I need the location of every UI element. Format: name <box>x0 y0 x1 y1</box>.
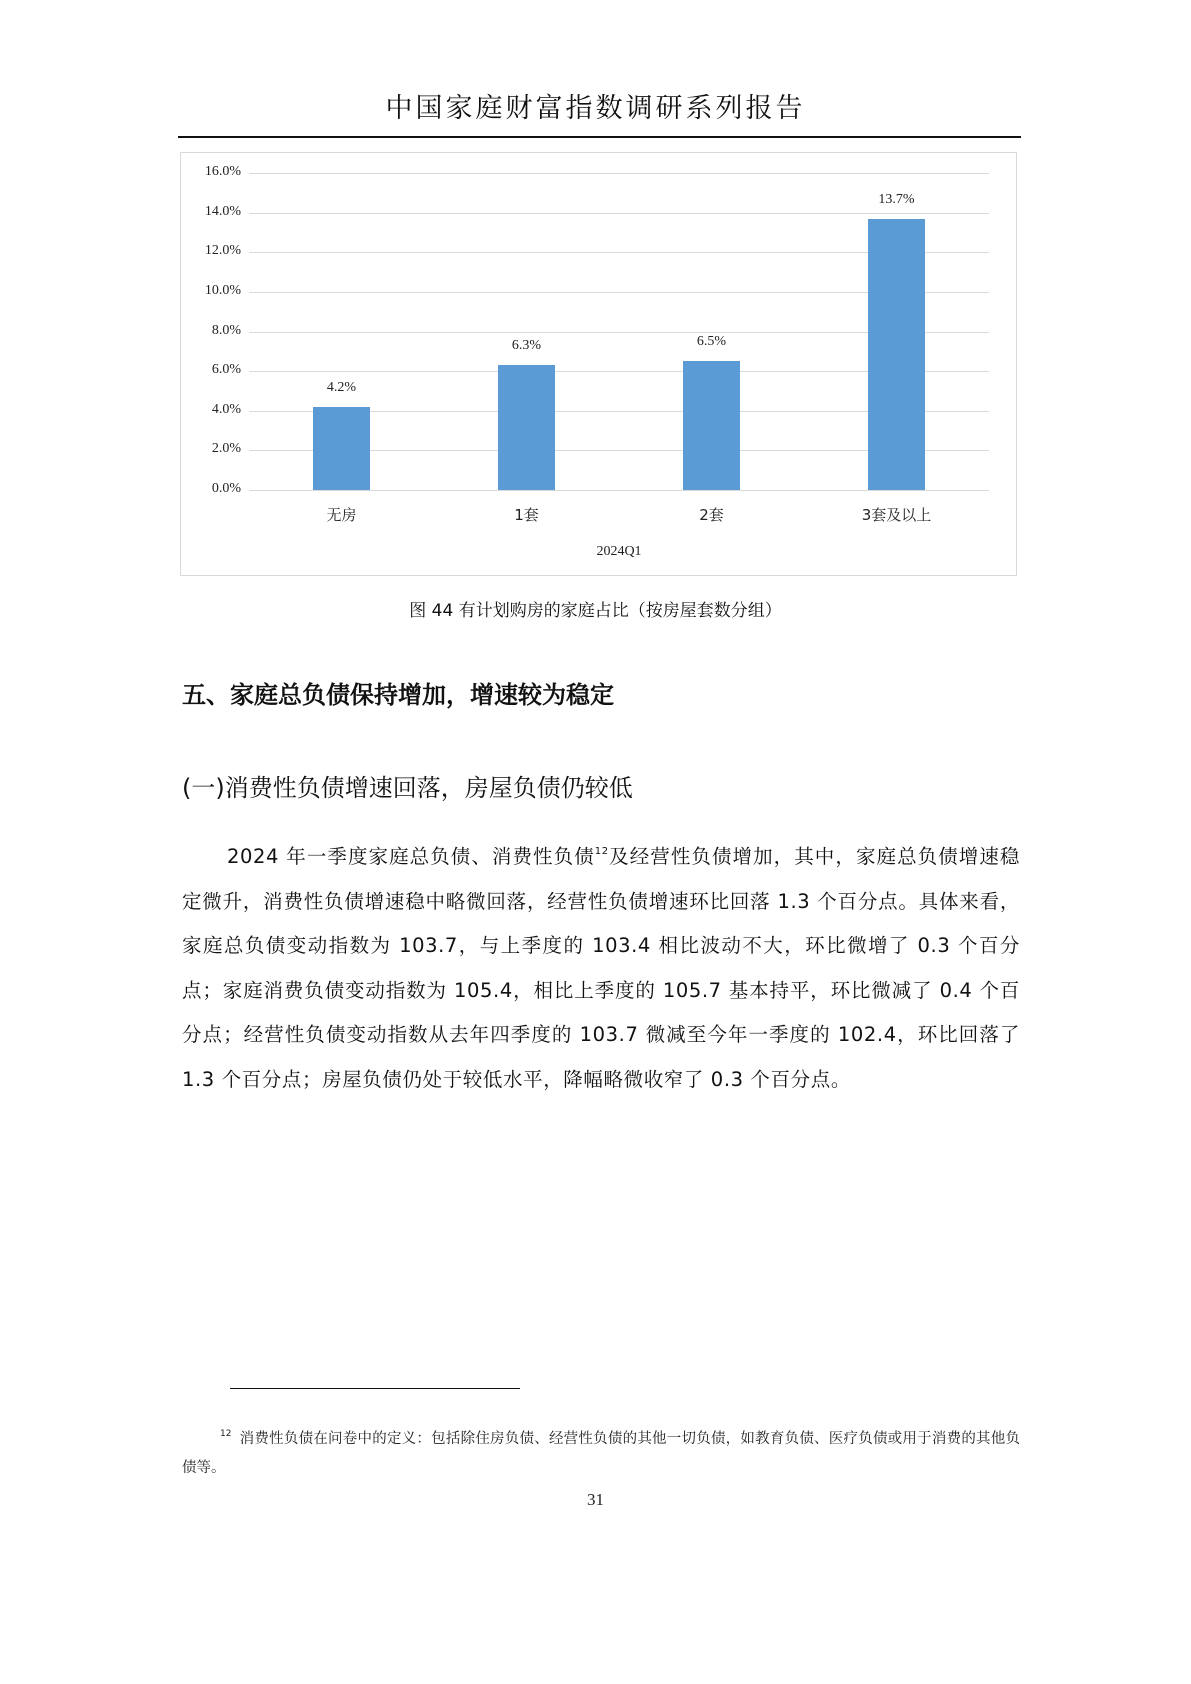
y-axis-tick-label: 6.0% <box>211 362 241 378</box>
bar-value-label: 13.7% <box>878 191 915 207</box>
running-header-title: 中国家庭财富指数调研系列报告 <box>385 93 806 124</box>
footnote-reference: 12 <box>594 846 609 857</box>
paragraph-text-part2: 及经营性负债增加，其中，家庭总负债增速稳定微升，消费性负债增速稳中略微回落，经营性负债增速环比回落 1.3 个百分点。具体来看，家庭总负债变动指数为 103.7，与上季度的 103.4 相比波动不大，环比微增了 0.3 个百分点；家庭消费负债变动指数为 105.4，相比上季度的 105.7 基本持平，环比微减了 0.4 个百分点；经营性负债变动指数从去年四季度的 103.7 微减至今年一季度的 102.4，环比回落了 1.3 个百分点；房屋负债仍处于较低水平，降幅略微收窄了 0.3 个百分点。 <box>182 845 1020 1091</box>
y-axis-tick-label: 0.0% <box>211 481 241 496</box>
bar-value-label: 6.3% <box>511 338 542 354</box>
y-axis-tick-label: 14.0% <box>204 203 241 219</box>
bar <box>313 407 370 490</box>
y-axis-tick-label: 12.0% <box>204 243 241 259</box>
header-rule <box>178 136 1021 138</box>
paragraph-text-part1: 2024 年一季度家庭总负债、消费性负债 <box>227 845 595 868</box>
gridline <box>249 490 989 491</box>
x-axis-category-label: 1套 <box>514 506 539 524</box>
x-axis-category-label: 2套 <box>699 506 724 524</box>
footnote <box>182 1420 1020 1483</box>
gridline <box>249 213 989 214</box>
bar <box>868 219 925 490</box>
figure-caption: 图 44 有计划购房的家庭占比（按房屋套数分组） <box>409 601 782 621</box>
bar-value-label: 6.5% <box>696 334 727 350</box>
footnote-separator <box>230 1388 520 1389</box>
x-axis-category-label: 无房 <box>326 506 357 524</box>
bar-value-label: 4.2% <box>326 379 357 395</box>
x-axis-title: 2024Q1 <box>596 544 642 559</box>
y-axis-tick-label: 4.0% <box>211 401 241 417</box>
y-axis-tick-label: 8.0% <box>211 322 241 338</box>
bar-chart <box>180 152 1017 576</box>
page-number: 31 <box>587 1490 604 1509</box>
footnote-text: 消费性负债在问卷中的定义：包括除住房负债、经营性负债的其他一切负债，如教育负债、医疗负债或用于消费的其他负债等。 <box>182 1431 1020 1476</box>
gridline <box>249 173 989 174</box>
y-axis-tick-label: 10.0% <box>204 282 241 298</box>
bar <box>683 361 740 490</box>
section-heading: 五、家庭总负债保持增加，增速较为稳定 <box>182 681 614 709</box>
y-axis-tick-label: 2.0% <box>211 441 241 457</box>
subsection-heading: (一)消费性负债增速回落，房屋负债仍较低 <box>182 774 633 802</box>
footnote-mark: 12 <box>220 1429 232 1439</box>
body-paragraph <box>182 830 1020 1102</box>
y-axis-tick-label: 16.0% <box>204 164 241 179</box>
bar <box>498 365 555 490</box>
x-axis-category-label: 3套及以上 <box>861 506 932 524</box>
